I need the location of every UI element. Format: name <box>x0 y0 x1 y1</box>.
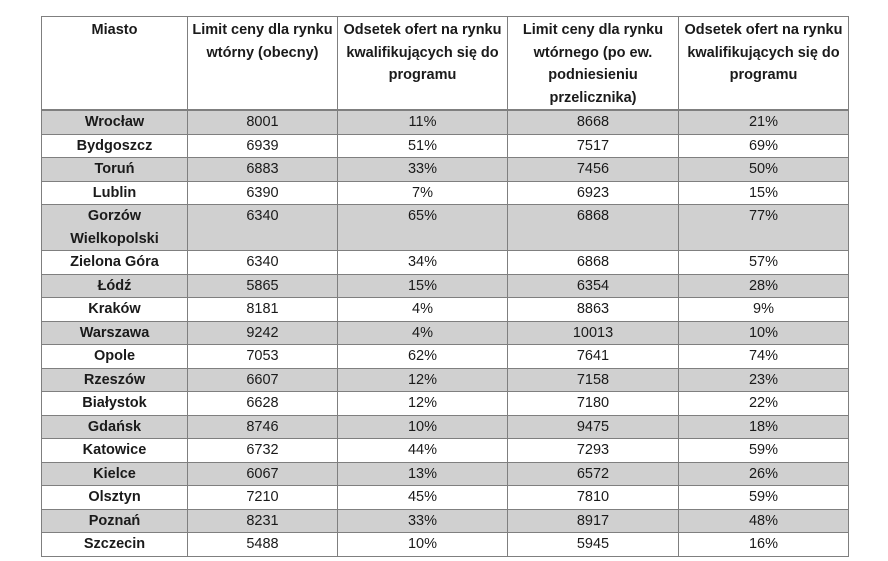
cell-share-current: 65% <box>338 205 508 251</box>
cell-share-current: 44% <box>338 439 508 463</box>
cell-share-raised: 23% <box>679 368 849 392</box>
cell-limit-raised: 6868 <box>508 251 679 275</box>
cell-limit-raised: 6572 <box>508 462 679 486</box>
cell-limit-current: 6628 <box>188 392 338 416</box>
cell-limit-current: 6390 <box>188 181 338 205</box>
table-row <box>42 368 849 392</box>
cell-limit-current: 8181 <box>188 298 338 322</box>
cell-share-raised: 50% <box>679 158 849 182</box>
cell-share-raised: 28% <box>679 274 849 298</box>
cell-limit-current: 7210 <box>188 486 338 510</box>
cell-share-current: 7% <box>338 181 508 205</box>
cell-city: Wrocław <box>42 110 188 134</box>
cell-limit-raised: 7158 <box>508 368 679 392</box>
table-row <box>42 345 849 369</box>
cell-city: Opole <box>42 345 188 369</box>
cell-city: Gorzów Wielkopolski <box>42 205 188 251</box>
cell-city: Katowice <box>42 439 188 463</box>
cell-limit-raised: 7810 <box>508 486 679 510</box>
cell-city: Kraków <box>42 298 188 322</box>
cell-limit-current: 6067 <box>188 462 338 486</box>
header-city: Miasto <box>42 17 188 111</box>
cell-limit-raised: 8863 <box>508 298 679 322</box>
cell-share-raised: 57% <box>679 251 849 275</box>
cell-share-raised: 16% <box>679 533 849 557</box>
table-row <box>42 509 849 533</box>
cell-share-current: 12% <box>338 368 508 392</box>
header-limit-current: Limit ceny dla rynku wtórny (obecny) <box>188 17 338 111</box>
cell-share-current: 11% <box>338 110 508 134</box>
cell-share-current: 4% <box>338 298 508 322</box>
cell-limit-raised: 7180 <box>508 392 679 416</box>
cell-share-current: 51% <box>338 134 508 158</box>
cell-limit-raised: 6923 <box>508 181 679 205</box>
cell-share-raised: 69% <box>679 134 849 158</box>
cell-limit-raised: 7456 <box>508 158 679 182</box>
cell-city: Rzeszów <box>42 368 188 392</box>
table-row <box>42 533 849 557</box>
cell-limit-current: 6607 <box>188 368 338 392</box>
cell-city: Olsztyn <box>42 486 188 510</box>
cell-share-raised: 22% <box>679 392 849 416</box>
table-row <box>42 251 849 275</box>
cell-share-raised: 26% <box>679 462 849 486</box>
cell-city: Kielce <box>42 462 188 486</box>
cell-limit-current: 8746 <box>188 415 338 439</box>
cell-city: Toruń <box>42 158 188 182</box>
cell-share-current: 13% <box>338 462 508 486</box>
cell-limit-raised: 8917 <box>508 509 679 533</box>
cell-share-raised: 59% <box>679 486 849 510</box>
cell-city: Bydgoszcz <box>42 134 188 158</box>
table-row <box>42 205 849 251</box>
cell-share-current: 12% <box>338 392 508 416</box>
cell-share-current: 62% <box>338 345 508 369</box>
table-row <box>42 486 849 510</box>
cell-share-raised: 48% <box>679 509 849 533</box>
cell-limit-raised: 7517 <box>508 134 679 158</box>
cell-limit-raised: 9475 <box>508 415 679 439</box>
header-limit-raised: Limit ceny dla rynku wtórnego (po ew. podniesieniu przelicznika) <box>508 17 679 111</box>
cell-limit-current: 8001 <box>188 110 338 134</box>
cell-limit-current: 5488 <box>188 533 338 557</box>
cell-limit-current: 8231 <box>188 509 338 533</box>
cell-share-current: 33% <box>338 509 508 533</box>
header-share-current: Odsetek ofert na rynku kwalifikujących się do programu <box>338 17 508 111</box>
table-row <box>42 439 849 463</box>
table-row <box>42 181 849 205</box>
table-row <box>42 392 849 416</box>
cell-city: Poznań <box>42 509 188 533</box>
table-row <box>42 415 849 439</box>
table-row <box>42 298 849 322</box>
cell-limit-current: 6340 <box>188 251 338 275</box>
price-limit-table <box>41 16 849 557</box>
table-row <box>42 462 849 486</box>
cell-city: Warszawa <box>42 321 188 345</box>
cell-share-raised: 10% <box>679 321 849 345</box>
cell-share-raised: 15% <box>679 181 849 205</box>
cell-limit-raised: 8668 <box>508 110 679 134</box>
cell-city: Lublin <box>42 181 188 205</box>
header-share-raised: Odsetek ofert na rynku kwalifikujących się do programu <box>679 17 849 111</box>
cell-limit-raised: 6354 <box>508 274 679 298</box>
cell-share-current: 10% <box>338 533 508 557</box>
cell-limit-current: 9242 <box>188 321 338 345</box>
cell-share-current: 10% <box>338 415 508 439</box>
cell-limit-raised: 10013 <box>508 321 679 345</box>
table-row <box>42 110 849 134</box>
cell-share-raised: 21% <box>679 110 849 134</box>
cell-city: Szczecin <box>42 533 188 557</box>
cell-city: Gdańsk <box>42 415 188 439</box>
cell-limit-raised: 6868 <box>508 205 679 251</box>
table-row <box>42 134 849 158</box>
table-row <box>42 158 849 182</box>
cell-share-current: 4% <box>338 321 508 345</box>
cell-share-raised: 9% <box>679 298 849 322</box>
cell-limit-current: 6340 <box>188 205 338 251</box>
cell-limit-current: 6883 <box>188 158 338 182</box>
cell-share-current: 15% <box>338 274 508 298</box>
cell-share-raised: 77% <box>679 205 849 251</box>
cell-share-current: 45% <box>338 486 508 510</box>
cell-city: Białystok <box>42 392 188 416</box>
table-body <box>42 110 849 556</box>
cell-limit-current: 6939 <box>188 134 338 158</box>
cell-share-current: 34% <box>338 251 508 275</box>
cell-city: Zielona Góra <box>42 251 188 275</box>
header-row <box>42 17 849 111</box>
cell-limit-current: 6732 <box>188 439 338 463</box>
cell-share-raised: 59% <box>679 439 849 463</box>
cell-share-raised: 74% <box>679 345 849 369</box>
cell-limit-raised: 5945 <box>508 533 679 557</box>
cell-limit-current: 7053 <box>188 345 338 369</box>
cell-share-current: 33% <box>338 158 508 182</box>
table-row <box>42 321 849 345</box>
cell-limit-current: 5865 <box>188 274 338 298</box>
cell-limit-raised: 7293 <box>508 439 679 463</box>
cell-limit-raised: 7641 <box>508 345 679 369</box>
cell-city: Łódź <box>42 274 188 298</box>
cell-share-raised: 18% <box>679 415 849 439</box>
table-row <box>42 274 849 298</box>
